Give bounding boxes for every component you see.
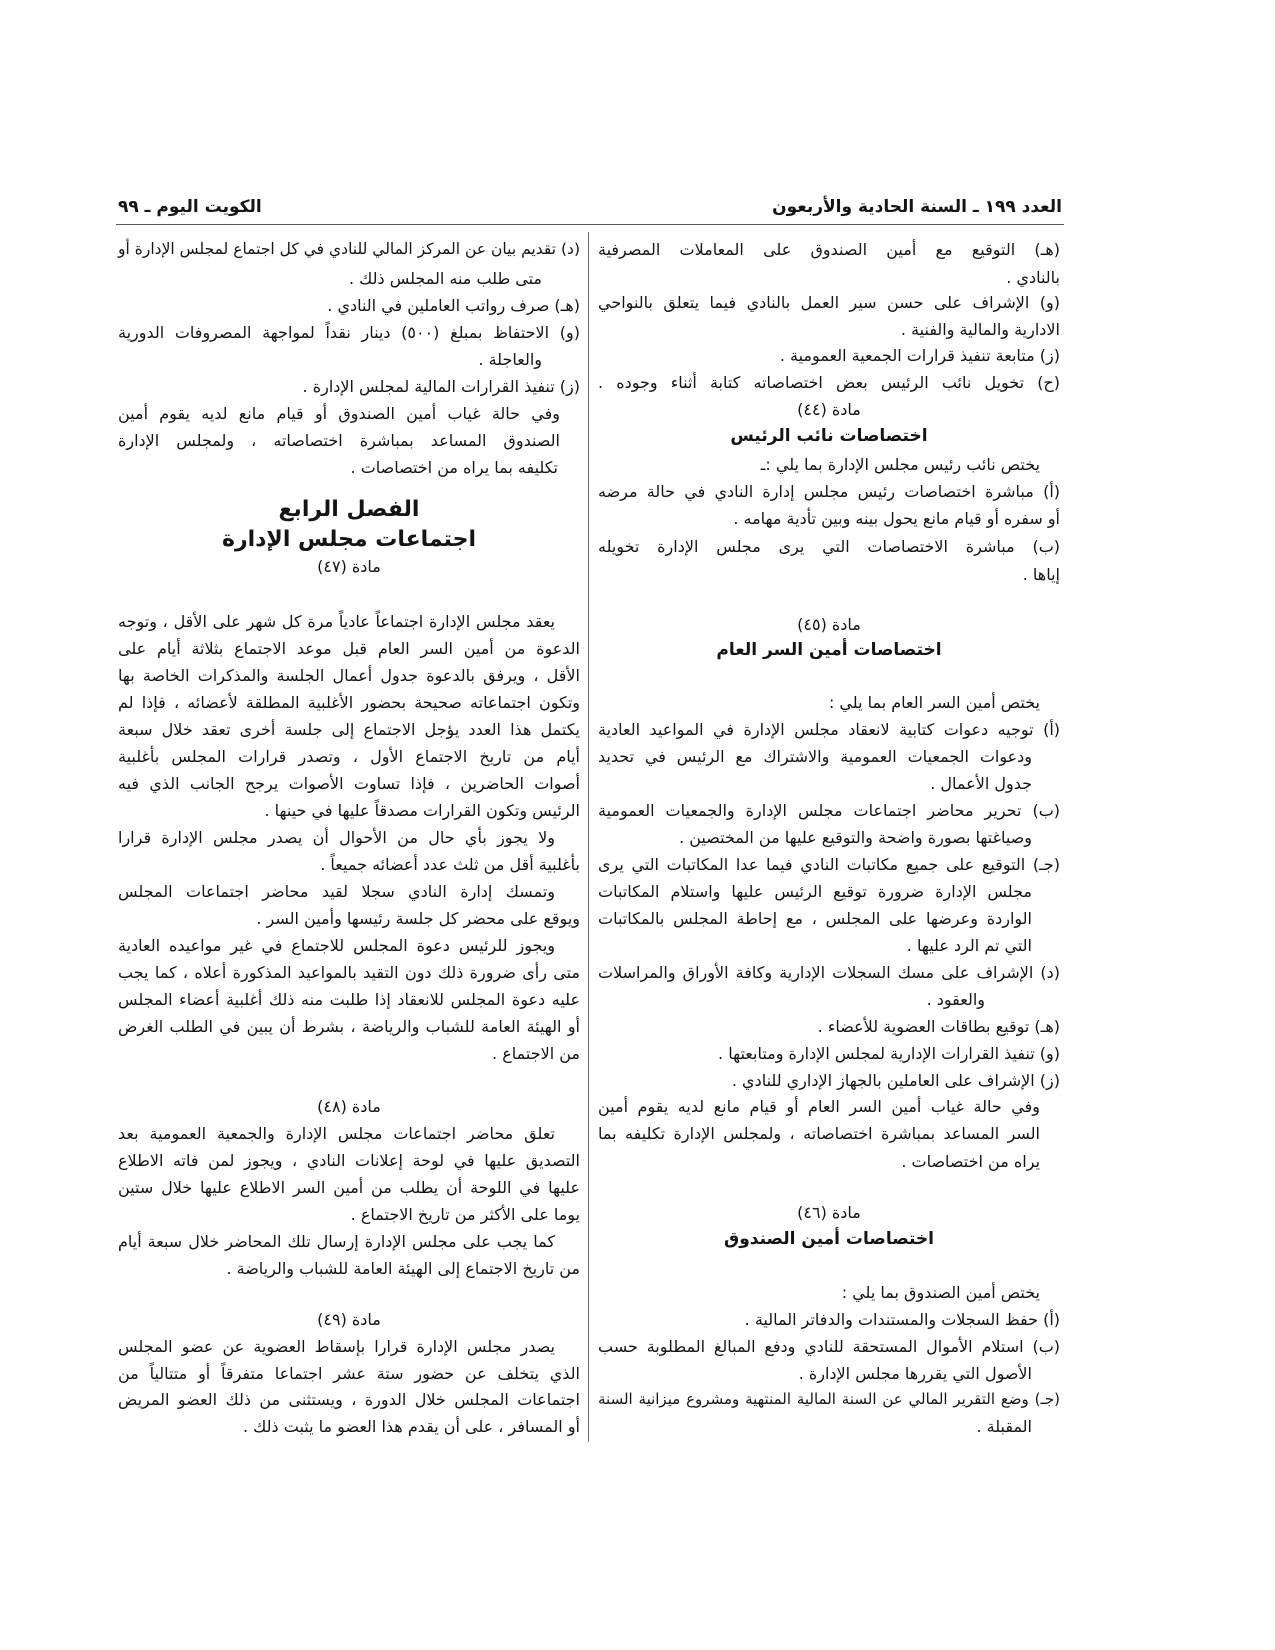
article-45-line: (هـ) توقيع بطاقات العضوية للأعضاء .	[817, 1017, 1060, 1036]
article-46-line: متى طلب منه المجلس ذلك .	[348, 269, 542, 288]
article-44-line: إياها .	[1022, 565, 1060, 584]
article-45-line: يختص أمين السر العام بما يلي :	[828, 693, 1040, 712]
article-45-line: مجلس الإدارة ضرورة توقيع الرئيس عليها واستلام المكاتبات	[598, 882, 1032, 901]
article-46-line: يختص أمين الصندوق بما يلي :	[841, 1283, 1040, 1302]
article-47-line: وتمسك إدارة النادي سجلا لقيد محاضر اجتماعات المجلس	[118, 882, 555, 901]
article-48-line: تعلق محاضر اجتماعات مجلس الإدارة والجمعية العمومية بعد	[118, 1124, 555, 1143]
article-44-line: أو سفره أو قيام مانع يحول بينه وبين تأدية مهامه .	[733, 509, 1060, 528]
article-45-line: (و) تنفيذ القرارات الإدارية لمجلس الإدارة ومتابعتها .	[718, 1044, 1060, 1063]
article-48-line: التصديق عليها في لوحة إعلانات النادي ، ويجوز لمن فاته الاطلاع	[118, 1151, 580, 1170]
article-44-line: (أ) مباشرة اختصاصات رئيس مجلس إدارة النادي في حالة مرضه	[598, 482, 1060, 501]
article-45-line: وفي حالة غياب أمين السر العام أو قيام مانع لديه يقوم أمين	[598, 1097, 1040, 1116]
article-46-line: (جـ) وضع التقرير المالي عن السنة المالية المنتهية ومشروع ميزانية السنة	[598, 1390, 1060, 1408]
article-49-line: يصدر مجلس الإدارة قرارا بإسقاط العضوية عن عضو المجلس	[118, 1337, 555, 1356]
article-46-line: المقبلة .	[976, 1417, 1032, 1436]
article-46-line: والعاجلة .	[478, 350, 542, 369]
president-duty-line: (هـ) التوقيع مع أمين الصندوق على المعاملات المصرفية	[598, 240, 1060, 259]
article-47-line: أيام من تاريخ الاجتماع الأول ، وتصدر قرارات المجلس بأغلبية	[118, 747, 580, 766]
article-44-line: (ب) مباشرة الاختصاصات التي يرى مجلس الإدارة تخويله	[598, 537, 1060, 556]
chapter-title: اجتماعات مجلس الإدارة	[221, 527, 477, 552]
article-47-line: متى رأى ضرورة ذلك دون التقيد بالمواعيد المذكورة أعلاه ، كما يجب	[118, 963, 580, 982]
article-47-line: ويجوز للرئيس دعوة المجلس للاجتماع في غير مواعيده العادية	[118, 936, 555, 955]
article-45-line: (د) الإشراف على مسك السجلات الإدارية وكافة الأوراق والمراسلات	[598, 963, 1060, 982]
article-49-line: اجتماعات المجلس خلال الدورة ، ويستثنى من ذلك العضو المريض	[118, 1390, 580, 1409]
article-46-line: وفي حالة غياب أمين الصندوق أو قيام مانع لديه يقوم أمين	[118, 404, 560, 423]
article-45-title: اختصاصات أمين السر العام	[716, 640, 942, 660]
article-47-line: عليه دعوة المجلس للانعقاد إذا طلبت منه ذلك أغلبية أعضاء المجلس	[118, 990, 580, 1009]
article-46-line: الصندوق المساعد بمباشرة اختصاصاته ، ولمجلس الإدارة	[118, 431, 560, 450]
article-46-heading: مادة (٤٦)	[797, 1203, 861, 1222]
article-46-line: (ب) استلام الأموال المستحقة للنادي ودفع المبالغ المطلوبة حسب	[598, 1337, 1060, 1356]
article-46-line: (ز) تنفيذ القرارات المالية لمجلس الإدارة .	[302, 377, 580, 396]
article-48-line: يوما على الأكثر من تاريخ الاجتماع .	[350, 1205, 580, 1224]
page-reference: الكويت اليوم ـ ٩٩	[118, 197, 262, 217]
chapter-heading: الفصل الرابع	[278, 497, 420, 522]
article-47-line: الأقل ، ويرفق بالدعوة جدول أعمال الجلسة والمذكرات الخاصة بها	[118, 666, 580, 685]
article-46-line: (أ) حفظ السجلات والمستندات والدفاتر المالية .	[744, 1310, 1060, 1329]
article-45-line: الواردة وعرضها على المجلس ، مع إحاطة المجلس بالمكاتبات	[598, 909, 1032, 928]
president-duty-line: (و) الإشراف على حسن سير العمل بالنادي فيما يتعلق بالنواحي	[598, 293, 1060, 312]
article-47-line: الدعوة من أمين السر العام قبل موعد الاجتماع بثلاثة أيام على	[118, 639, 580, 658]
article-47-line: ولا يجوز بأي حال من الأحوال أن يصدر مجلس الإدارة قرارا	[118, 828, 555, 847]
article-45-line: جدول الأعمال .	[930, 774, 1032, 793]
article-45-line: (ب) تحرير محاضر اجتماعات مجلس الإدارة والجمعيات العمومية	[598, 801, 1060, 820]
article-46-line: (هـ) صرف رواتب العاملين في النادي .	[327, 296, 580, 315]
article-45-line: (جـ) التوقيع على جميع مكاتبات النادي فيما عدا المكاتبات التي يرى	[598, 855, 1060, 874]
article-45-line: (أ) توجيه دعوات كتابية لانعقاد مجلس الإدارة في المواعيد العادية	[598, 720, 1060, 739]
left-column	[118, 0, 580, 1650]
article-47-line: أصوات الحاضرين ، فإذا تساوت الأصوات يرجح الجانب الذي فيه	[118, 774, 580, 793]
article-46-line: الأصول التي يقررها مجلس الإدارة .	[798, 1364, 1032, 1383]
article-45-line: التي تم الرد عليها .	[906, 936, 1032, 955]
article-45-line: يراه من اختصاصات .	[901, 1152, 1040, 1171]
article-47-line: يكتمل هذا العدد يؤجل الاجتماع إلى جلسة أخرى تعقد خلال سبعة	[118, 720, 580, 739]
article-47-heading: مادة (٤٧)	[317, 557, 381, 576]
article-46-title: اختصاصات أمين الصندوق	[724, 1229, 934, 1249]
article-46-line: (د) تقديم بيان عن المركز المالي للنادي في كل اجتماع لمجلس الإدارة أو	[118, 240, 580, 258]
president-duty-line: بالنادي .	[1006, 268, 1060, 287]
article-47-line: من الاجتماع .	[492, 1044, 580, 1063]
article-44-line: يختص نائب رئيس مجلس الإدارة بما يلي :ـ	[760, 455, 1040, 474]
president-duty-line: الادارية والمالية والفنية .	[900, 320, 1060, 339]
article-48-heading: مادة (٤٨)	[317, 1097, 381, 1116]
president-duty-line: (ح) تخويل نائب الرئيس بعض اختصاصاته كتابة أثناء وجوده .	[598, 373, 1060, 392]
issue-header: العدد ١٩٩ ـ السنة الحادية والأربعون	[772, 197, 1062, 217]
article-45-heading: مادة (٤٥)	[797, 615, 861, 634]
article-47-line: بأغلبية أقل من ثلث عدد أعضائه جميعاً .	[320, 855, 580, 874]
article-48-line: عليها في اللوحة أن يطلب من أمين السر الاطلاع عليها خلال ستين	[118, 1178, 580, 1197]
article-45-line: والعقود .	[926, 990, 985, 1009]
article-49-heading: مادة (٤٩)	[317, 1310, 381, 1329]
article-47-line: أو الهيئة العامة للشباب والرياضة ، بشرط أن يبين في الطلب الغرض	[118, 1017, 580, 1036]
right-column	[598, 0, 1060, 1650]
article-46-line: (و) الاحتفاظ بمبلغ (٥٠٠) دينار نقداً لمواجهة المصروفات الدورية	[118, 323, 580, 342]
article-45-line: وصياغتها بصورة واضحة والتوقيع عليها من المختصين .	[679, 828, 1032, 847]
article-48-line: كما يجب على مجلس الإدارة إرسال تلك المحاضر خلال سبعة أيام	[118, 1232, 555, 1251]
article-44-heading: مادة (٤٤)	[797, 400, 861, 419]
article-47-line: وتكون اجتماعاته صحيحة بحضور الأغلبية المطلقة لأعضائه ، فإذا لم	[118, 693, 580, 712]
article-45-line: ودعوات الجمعيات العمومية والاشتراك مع الرئيس في تحديد	[598, 747, 1032, 766]
article-49-line: الذي يتخلف عن حضور ستة عشر اجتماعا متفرقاً أو متتالياً من	[118, 1364, 580, 1383]
article-44-title: اختصاصات نائب الرئيس	[730, 426, 928, 446]
article-48-line: من تاريخ الاجتماع إلى الهيئة العامة للشباب والرياضة .	[226, 1259, 580, 1278]
article-45-line: السر المساعد بمباشرة اختصاصاته ، ولمجلس الإدارة تكليفه بما	[598, 1124, 1040, 1143]
article-49-line: أو المسافر ، على أن يقدم هذا العضو ما يثبت ذلك .	[243, 1417, 580, 1436]
article-47-line: الرئيس وتكون القرارات مصدقاً عليها في حينها .	[264, 801, 580, 820]
article-47-line: ويوقع على محضر كل جلسة رئيسها وأمين السر .	[256, 909, 580, 928]
president-duty-line: (ز) متابعة تنفيذ قرارات الجمعية العمومية .	[779, 346, 1060, 365]
article-47-line: يعقد مجلس الإدارة اجتماعاً عادياً مرة كل شهر على الأقل ، وتوجه	[118, 612, 555, 631]
article-45-line: (ز) الإشراف على العاملين بالجهاز الإداري للنادي .	[731, 1071, 1060, 1090]
article-46-line: تكليفه بما يراه من اختصاصات .	[350, 458, 558, 477]
column-divider	[588, 232, 589, 1442]
